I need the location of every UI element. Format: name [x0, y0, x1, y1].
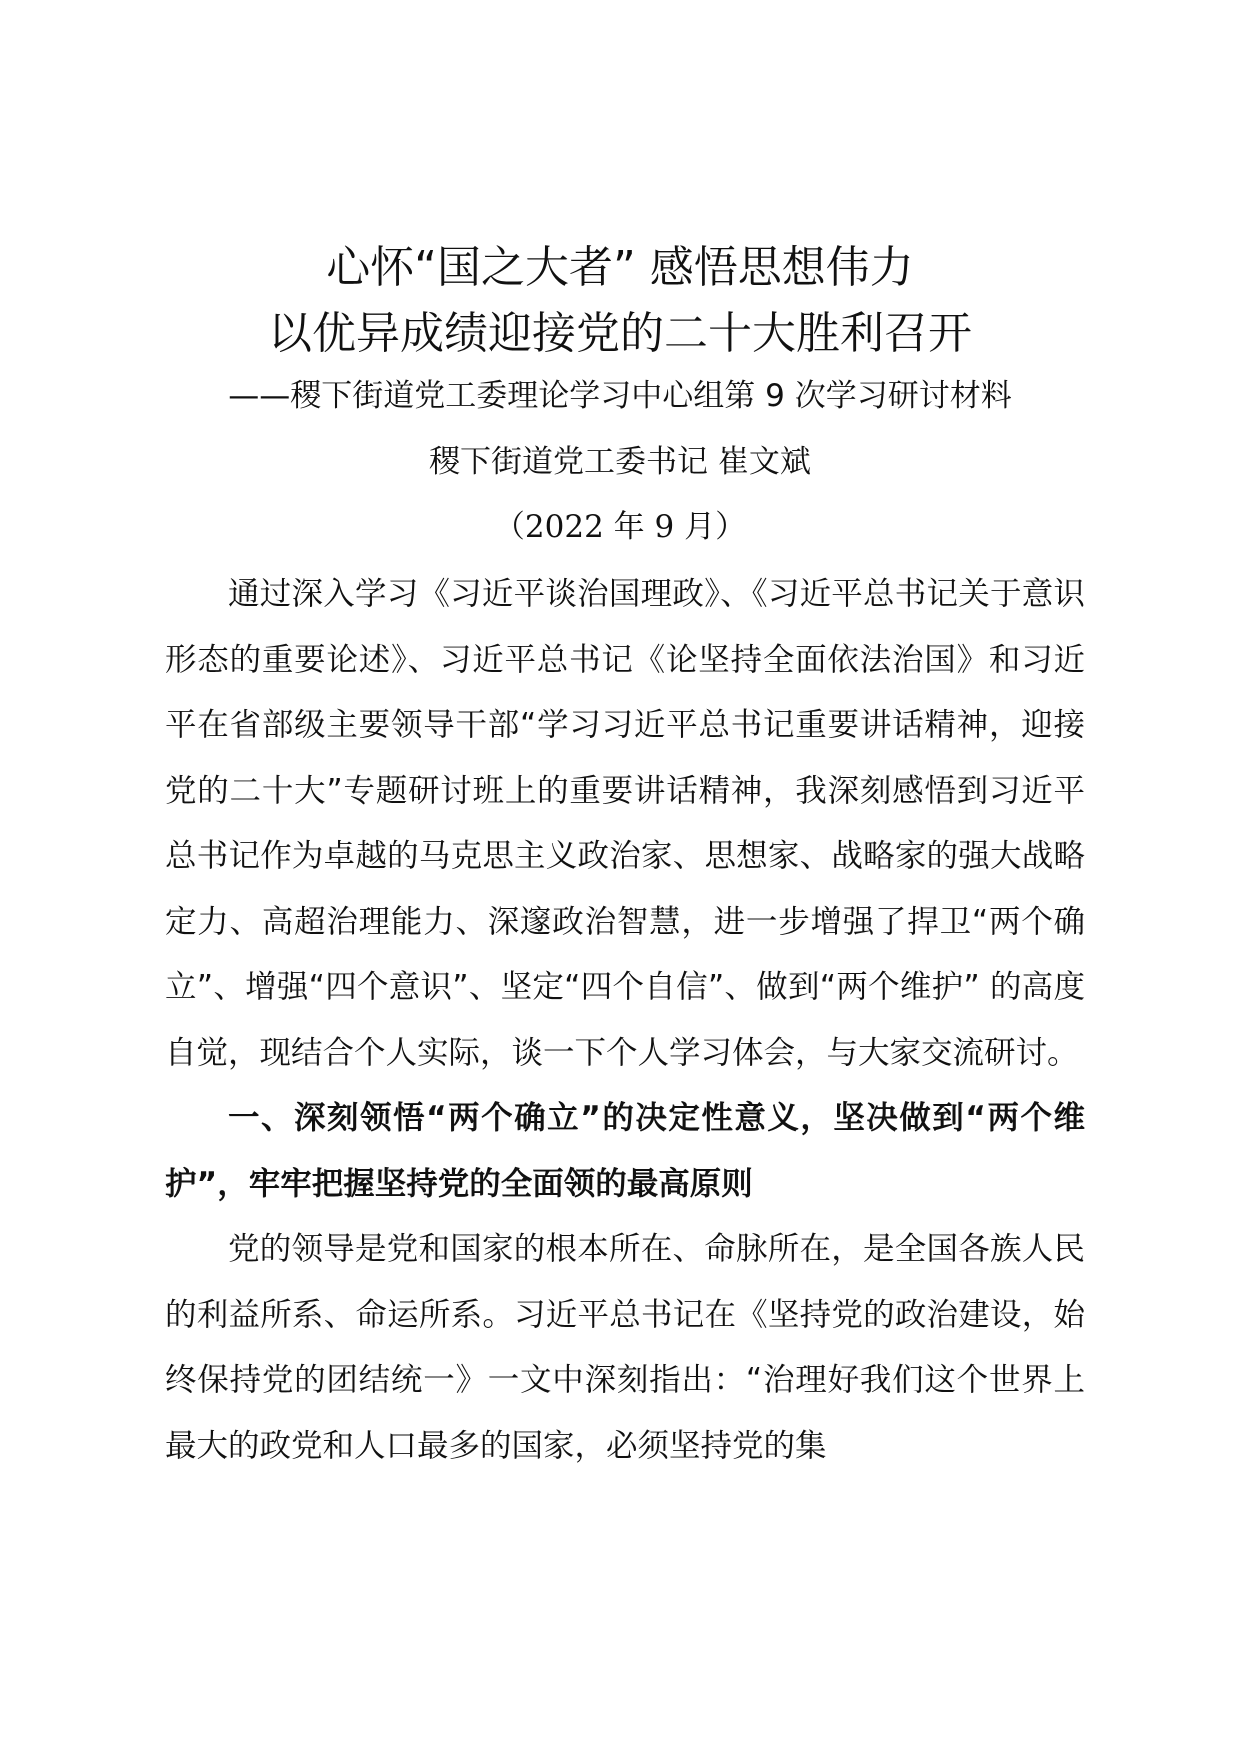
- body-paragraph: 通过深入学习《习近平谈治国理政》、《习近平总书记关于意识形态的重要论述》、习近平总书记《论坚持全面依法治国》和习近平在省部级主要领导干部“学习习近平总书记重要讲话精神，迎接党的二十大”专题研讨班上的重要讲话精神，我深刻感悟到习近平总书记作为卓越的马克思主义政治家、思想家、战略家的强大战略定力、高超治理能力、深邃政治智慧，进一步增强了捍卫“两个确立”、增强“四个意识”、坚定“四个自信”、做到“两个维护” 的高度自觉，现结合个人实际，谈一下个人学习体会，与大家交流研讨。: [165, 576, 1085, 1071]
- document-body: [165, 562, 1085, 1479]
- body-paragraph: 党的领导是党和国家的根本所在、命脉所在，是全国各族人民的利益所系、命运所系。习近平总书记在《坚持党的政治建设，始终保持党的团结统一》一文中深刻指出：“治理好我们这个世界上最大的政党和人口最多的国家，必须坚持党的集: [165, 1231, 1085, 1464]
- document-date: （2022 年 9 月）: [493, 509, 747, 545]
- document-title-line-2: 以优异成绩迎接党的二十大胜利召开: [268, 308, 972, 359]
- document-subtitle: ——稷下街道党工委理论学习中心组第 9 次学习研讨材料: [228, 378, 1012, 414]
- document-title-line-1: 心怀“国之大者” 感悟思想伟力: [326, 242, 914, 293]
- document-author: 稷下街道党工委书记 崔文斌: [429, 444, 811, 480]
- section-heading: 一、深刻领悟“两个确立”的决定性意义，坚决做到“两个维护”，牢牢把握坚持党的全面领的最高原则: [165, 1100, 1085, 1202]
